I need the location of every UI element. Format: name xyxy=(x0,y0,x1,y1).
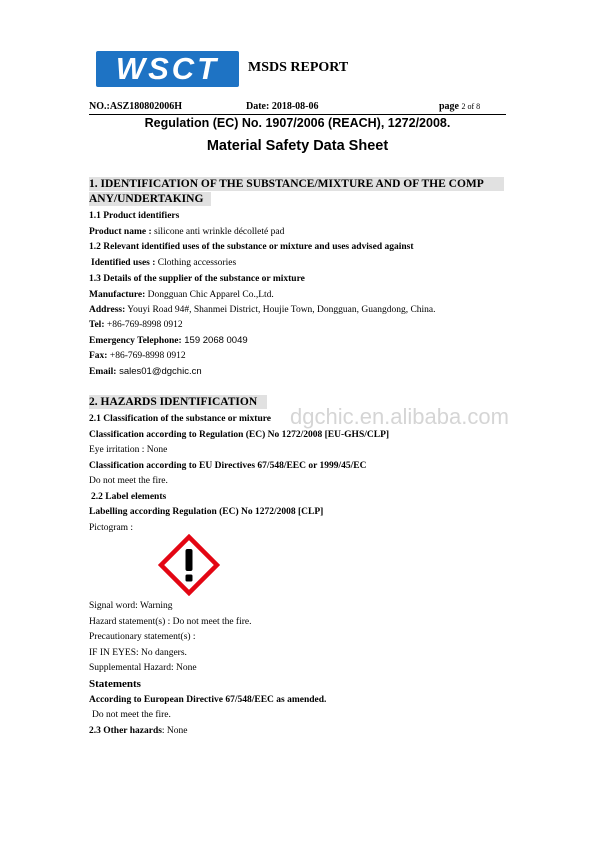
classification-eu-directives: Classification according to EU Directives 67/548/EEC or 1999/45/EC xyxy=(89,461,367,471)
manufacture-value: Dongguan Chic Apparel Co.,Ltd. xyxy=(145,290,274,300)
eye-irritation: Eye irritation : None xyxy=(89,445,168,455)
report-number: NO.:ASZ180802006H xyxy=(89,101,183,112)
regulation-line: Regulation (EC) No. 1907/2006 (REACH), 1272/2008. xyxy=(144,116,451,130)
address-value: Youyi Road 94#, Shanmei District, Houjie Town, Dongguan, Guangdong, China. xyxy=(125,305,436,315)
identified-uses-row xyxy=(91,257,236,269)
manufacture-label: Manufacture: xyxy=(89,290,146,300)
emergency-row xyxy=(89,335,248,347)
tel-value: +86-769-8998 0912 xyxy=(104,320,183,330)
address-row xyxy=(89,304,436,316)
product-name-label: Product name : xyxy=(89,227,152,237)
do-not-meet-fire-2: Do not meet the fire. xyxy=(92,710,171,720)
signal-word: Signal word: Warning xyxy=(89,601,173,611)
email-value: sales01@dgchic.cn xyxy=(116,366,202,377)
other-hazards-row xyxy=(89,725,188,737)
classification-ec-1272: Classification according to Regulation (EC) No 1272/2008 [EU-GHS/CLP] xyxy=(89,430,390,440)
pictogram-label: Pictogram : xyxy=(89,523,134,533)
other-hazards-label: 2.3 Other hazards xyxy=(89,726,162,736)
emergency-value: 159 2068 0049 xyxy=(181,335,248,346)
report-title: MSDS REPORT xyxy=(248,60,349,75)
header-divider xyxy=(89,114,506,115)
subsection-1-1: 1.1 Product identifiers xyxy=(89,211,180,221)
fax-row xyxy=(89,350,186,362)
product-name-row xyxy=(89,226,284,238)
labelling-clp: Labelling according Regulation (EC) No 1272/2008 [CLP] xyxy=(89,507,324,517)
tel-row xyxy=(89,319,183,331)
company-logo xyxy=(96,51,239,87)
manufacture-row xyxy=(89,289,274,301)
statements-heading: Statements xyxy=(89,678,141,690)
directive-amended: According to European Directive 67/548/EEC as amended. xyxy=(89,695,327,705)
precautionary-statements: Precautionary statement(s) : xyxy=(89,632,196,642)
logo-text: WSCT xyxy=(115,51,220,86)
address-label: Address: xyxy=(89,305,126,315)
other-hazards-value: : None xyxy=(161,726,188,736)
document-title: Material Safety Data Sheet xyxy=(206,138,389,154)
if-in-eyes: IF IN EYES: No dangers. xyxy=(89,648,187,658)
identified-uses-value: Clothing accessories xyxy=(155,258,237,268)
supplemental-hazard: Supplemental Hazard: None xyxy=(89,663,197,673)
hazard-statements: Hazard statement(s) : Do not meet the fire. xyxy=(89,617,252,627)
subsection-1-2: 1.2 Relevant identified uses of the substance or mixture and uses advised against xyxy=(89,242,414,252)
fax-value: +86-769-8998 0912 xyxy=(107,351,186,361)
exclamation-mark-diamond-icon xyxy=(158,534,220,596)
email-row xyxy=(89,366,202,378)
page-value: 2 of 8 xyxy=(461,102,481,111)
fax-label: Fax: xyxy=(89,351,108,361)
subsection-1-3: 1.3 Details of the supplier of the substance or mixture xyxy=(89,274,305,284)
page-indicator xyxy=(439,101,480,112)
subsection-2-2: 2.2 Label elements xyxy=(91,492,167,502)
identified-uses-label: Identified uses : xyxy=(91,258,156,268)
watermark: dgchic.en.alibaba.com xyxy=(290,404,509,429)
subsection-2-1: 2.1 Classification of the substance or mixture xyxy=(89,414,271,424)
section1-title-line2: ANY/UNDERTAKING xyxy=(89,193,204,205)
emergency-label: Emergency Telephone: xyxy=(89,336,182,346)
email-label: Email: xyxy=(89,367,117,377)
do-not-meet-fire-1: Do not meet the fire. xyxy=(89,476,168,486)
tel-label: Tel: xyxy=(89,320,105,330)
page-label: page xyxy=(439,101,459,112)
report-date: Date: 2018-08-06 xyxy=(246,101,319,112)
section2-title: 2. HAZARDS IDENTIFICATION xyxy=(89,396,258,408)
product-name-value: silicone anti wrinkle décolleté pad xyxy=(151,227,285,237)
section1-title-line1: 1. IDENTIFICATION OF THE SUBSTANCE/MIXTURE AND OF THE COMP xyxy=(89,178,484,190)
